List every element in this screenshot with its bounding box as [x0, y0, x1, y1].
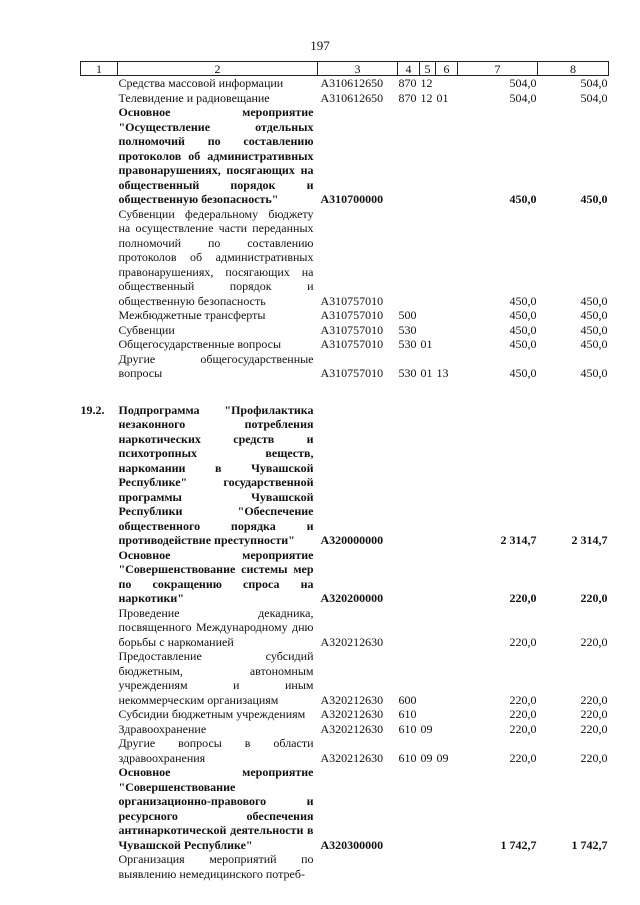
row-name: Субсидии бюджетным учреждениям	[118, 707, 306, 721]
subsection	[436, 852, 458, 881]
amount-col8: 450,0	[580, 366, 608, 380]
row-number	[81, 352, 118, 381]
expense-type: 610	[398, 721, 417, 736]
target-code: А320212630	[320, 750, 384, 765]
column-header: 2	[118, 62, 318, 76]
section	[420, 207, 436, 309]
table-row	[81, 337, 609, 352]
amount-col8: 220,0	[580, 591, 608, 605]
row-number	[81, 548, 118, 606]
subsection	[436, 308, 458, 323]
target-code: А310757010	[320, 366, 384, 380]
column-header-row	[81, 62, 609, 76]
amount-col8: 450,0	[580, 192, 608, 206]
row-number	[81, 852, 118, 881]
subsection	[436, 207, 458, 309]
amount-col7: 450,0	[509, 322, 537, 337]
row-number	[81, 323, 118, 338]
amount-col7: 450,0	[509, 337, 537, 351]
table-row	[81, 403, 609, 548]
section	[420, 105, 436, 207]
expense-type: 500	[398, 308, 417, 322]
expense-type	[398, 606, 420, 650]
amount-col7: 220,0	[509, 591, 537, 605]
amount-col7	[458, 852, 538, 881]
row-number	[81, 765, 118, 852]
subsection: 09	[436, 750, 449, 765]
page-number: 197	[310, 38, 330, 53]
target-code: А320212630	[320, 707, 384, 721]
row-name: Предоставление субсидий бюджетным, автономным учреждениям и иным некоммерческим организациям	[118, 649, 314, 707]
row-name: Средства массовой информации	[118, 76, 284, 90]
row-number	[81, 606, 118, 650]
subsection: 13	[436, 366, 449, 380]
expense-type	[398, 852, 420, 881]
row-name: Другие вопросы в области здравоохранения	[118, 736, 314, 765]
section: 09	[420, 721, 433, 736]
amount-col7: 504,0	[509, 90, 537, 105]
expense-type: 530	[398, 337, 417, 351]
row-name: Основное мероприятие "Осуществление отдельных полномочий по составлению протоколов об административных правонарушениях, посягающих на общественный порядок и общественную безопасность"	[118, 105, 314, 206]
target-code: А320200000	[320, 591, 384, 605]
amount-col8: 450,0	[580, 293, 608, 308]
column-header: 5	[420, 62, 436, 76]
section: 12	[420, 76, 433, 90]
target-code: А310757010	[320, 308, 384, 322]
table-row	[81, 548, 609, 606]
subsection	[436, 606, 458, 650]
table-row	[81, 736, 609, 765]
expense-type: 610	[398, 750, 417, 765]
subsection	[436, 707, 458, 722]
amount-col8: 504,0	[580, 76, 608, 90]
expense-type	[398, 207, 420, 309]
section	[420, 403, 436, 548]
column-header: 8	[538, 62, 609, 76]
expense-type: 530	[398, 366, 417, 380]
amount-col7: 220,0	[509, 692, 537, 707]
amount-col8: 504,0	[580, 90, 608, 105]
row-name: Проведение декадника, посвященного Международному дню борьбы с наркоманией	[118, 605, 314, 649]
amount-col8	[538, 852, 609, 881]
target-code: А310757010	[320, 293, 384, 308]
row-name: Основное мероприятие "Совершенствование организационно-правового и ресурсного обеспечения антинаркотической деятельности в Чувашской Республике"	[118, 765, 314, 852]
amount-col8: 1 742,7	[571, 837, 608, 852]
table-row	[81, 765, 609, 852]
table-body	[81, 76, 609, 882]
target-code: А310612650	[320, 76, 384, 90]
expense-type	[398, 403, 420, 548]
section	[420, 649, 436, 707]
section	[420, 707, 436, 722]
expense-type: 530	[398, 322, 417, 337]
row-number: 19.2.	[80, 402, 105, 417]
subsection	[436, 337, 458, 352]
row-number	[81, 207, 118, 309]
table-row	[81, 352, 609, 381]
amount-col7: 2 314,7	[500, 533, 537, 547]
table-row	[81, 606, 609, 650]
column-header: 3	[318, 62, 398, 76]
target-code	[318, 852, 398, 881]
target-code: А320212630	[320, 721, 384, 736]
section: 09	[420, 750, 433, 765]
row-number	[81, 76, 118, 91]
row-name: Субвенции	[118, 322, 175, 337]
row-number	[81, 337, 118, 352]
column-header: 6	[436, 62, 458, 76]
amount-col8: 220,0	[580, 692, 608, 707]
section	[420, 765, 436, 852]
expense-type: 870	[398, 90, 417, 105]
amount-col7: 220,0	[509, 721, 537, 736]
table-row	[81, 852, 609, 881]
amount-col8: 2 314,7	[571, 533, 608, 547]
amount-col7: 220,0	[509, 634, 537, 649]
section	[420, 852, 436, 881]
target-code: А310612650	[320, 90, 384, 105]
section	[420, 548, 436, 606]
target-code: А320212630	[320, 634, 384, 649]
expense-type: 610	[398, 707, 417, 721]
row-name: Межбюджетные трансферты	[118, 308, 266, 322]
target-code: А320212630	[320, 692, 384, 707]
row-number	[81, 308, 118, 323]
row-number	[81, 707, 118, 722]
amount-col7: 450,0	[509, 366, 537, 380]
table-row	[81, 308, 609, 323]
row-number	[81, 649, 118, 707]
subsection	[436, 649, 458, 707]
subsection	[436, 105, 458, 207]
expense-type: 870	[398, 76, 417, 90]
subsection: 01	[436, 90, 449, 105]
amount-col8: 220,0	[580, 634, 608, 649]
amount-col8: 450,0	[580, 322, 608, 337]
section: 01	[420, 366, 433, 380]
subsection	[436, 76, 458, 91]
expense-type	[398, 765, 420, 852]
subsection	[436, 722, 458, 737]
amount-col7: 450,0	[509, 293, 537, 308]
amount-col7: 450,0	[509, 308, 537, 322]
amount-col8: 450,0	[580, 337, 608, 351]
expense-type	[398, 105, 420, 207]
section	[420, 308, 436, 323]
amount-col7: 220,0	[509, 750, 537, 765]
row-name: Телевидение и радиовещание	[118, 90, 270, 105]
row-name: Субвенции федеральному бюджету на осуществление части переданных полномочий по составлению протоколов об административных правонарушениях, посягающих на общественный порядок и общественную безопасность	[118, 206, 314, 308]
table-row	[81, 323, 609, 338]
row-name: Подпрограмма "Профилактика незаконного потребления наркотических средств и психотропных веществ, наркомании в Чувашской Республике" государственной программы Чувашской Республики "Обеспечение общественного порядка и противодействие преступности"	[118, 402, 314, 547]
table-row	[81, 76, 609, 91]
row-number	[81, 722, 118, 737]
column-header: 1	[81, 62, 118, 76]
section	[420, 323, 436, 338]
table-row	[81, 707, 609, 722]
subsection	[436, 765, 458, 852]
subsection	[436, 548, 458, 606]
amount-col7: 220,0	[509, 707, 537, 721]
target-code: А310757010	[320, 322, 384, 337]
column-header: 4	[398, 62, 420, 76]
amount-col7: 504,0	[509, 76, 537, 90]
row-number	[81, 105, 118, 207]
amount-col7: 450,0	[509, 192, 537, 206]
amount-col8: 220,0	[580, 750, 608, 765]
amount-col7: 1 742,7	[500, 837, 537, 852]
table-row	[81, 649, 609, 707]
table-row	[81, 722, 609, 737]
amount-col8: 450,0	[580, 308, 608, 322]
table-row	[81, 105, 609, 207]
section: 12	[420, 90, 433, 105]
row-name: Здравоохранение	[118, 721, 207, 736]
section: 01	[420, 337, 433, 351]
target-code: А310700000	[320, 192, 384, 206]
amount-col8: 220,0	[580, 707, 608, 721]
target-code: А310757010	[320, 337, 384, 351]
expense-type	[398, 548, 420, 606]
spacer-row	[81, 381, 609, 403]
row-name: Организация мероприятий по выявлению немедицинского потреб-	[118, 852, 314, 881]
row-number	[81, 91, 118, 106]
target-code: А320300000	[320, 837, 384, 852]
subsection	[436, 323, 458, 338]
section	[420, 606, 436, 650]
subsection	[436, 403, 458, 548]
table-row	[81, 91, 609, 106]
row-name: Другие общегосударственные вопросы	[118, 351, 314, 380]
row-name: Общегосударственные вопросы	[118, 337, 282, 351]
expense-type: 600	[398, 692, 417, 707]
row-number	[81, 736, 118, 765]
table-row	[81, 207, 609, 309]
row-name: Основное мероприятие "Совершенствование системы мер по сокращению спроса на наркотики"	[118, 547, 314, 605]
budget-table	[80, 61, 609, 881]
amount-col8: 220,0	[580, 721, 608, 736]
column-header: 7	[458, 62, 538, 76]
target-code: А320000000	[320, 533, 384, 547]
